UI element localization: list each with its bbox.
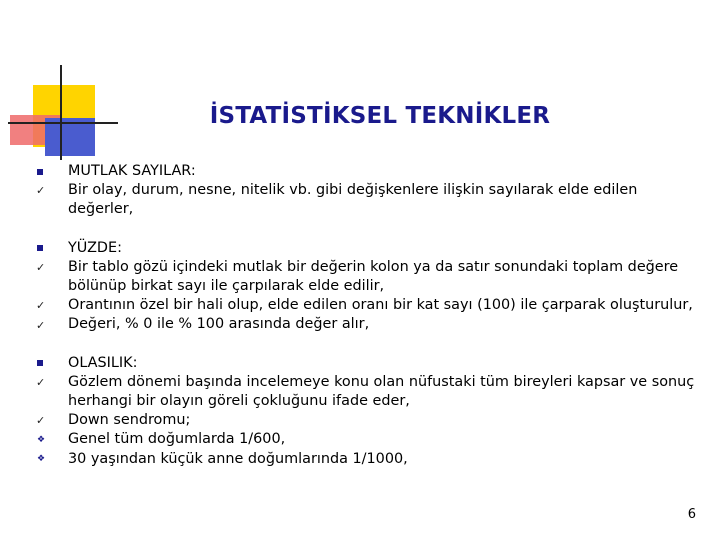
section-heading bbox=[36, 354, 706, 373]
check-bullet-icon: ✓ bbox=[36, 184, 46, 198]
list-item bbox=[36, 258, 706, 296]
list-item bbox=[36, 181, 706, 219]
list-item-text: Orantının özel bir hali olup, elde edilen oranı bir kat sayı (100) ile çarparak oluşturulur, bbox=[68, 297, 693, 314]
list-item bbox=[36, 315, 706, 334]
list-item-text: Bir tablo gözü içindeki mutlak bir değerin kolon ya da satır sonundaki toplam değere bölünüp birkat sayı ile çarpılarak elde edilir, bbox=[68, 258, 679, 295]
list-item-text: Genel tüm doğumlarda 1/600, bbox=[68, 431, 286, 448]
check-bullet-icon: ✓ bbox=[36, 414, 46, 428]
list-item-text: Gözlem dönemi başında incelemeye konu olan nüfustaki tüm bireyleri kapsar ve sonuç herhangi bir olayın göreli çokluğunu ifade eder, bbox=[68, 373, 695, 410]
list-item-text: 30 yaşından küçük anne doğumlarında 1/1000, bbox=[68, 450, 408, 467]
decorative-logo bbox=[0, 0, 120, 160]
section-heading-text: OLASILIK: bbox=[68, 354, 138, 371]
section-heading bbox=[36, 239, 706, 258]
list-item bbox=[36, 296, 706, 315]
logo-vertical-line bbox=[60, 65, 62, 160]
check-bullet-icon: ✓ bbox=[36, 299, 46, 313]
section-heading-text: YÜZDE: bbox=[68, 239, 122, 256]
list-item bbox=[36, 450, 706, 469]
check-bullet-icon: ✓ bbox=[36, 260, 46, 274]
section-heading-text: MUTLAK SAYILAR: bbox=[68, 163, 196, 179]
check-bullet-icon: ✓ bbox=[36, 318, 46, 332]
list-item bbox=[36, 411, 706, 430]
square-bullet-icon bbox=[36, 239, 68, 258]
diamond-bullet-icon: ❖ bbox=[37, 453, 46, 464]
bullet-content bbox=[36, 162, 706, 469]
list-item-text: Bir olay, durum, nesne, nitelik vb. gibi değişkenlere ilişkin sayılarak elde edilen değerler, bbox=[68, 182, 638, 218]
diamond-bullet-icon: ❖ bbox=[37, 434, 46, 445]
list-item-text: Değeri, % 0 ile % 100 arasında değer alır, bbox=[68, 316, 370, 333]
check-bullet-icon: ✓ bbox=[36, 375, 46, 389]
section-heading bbox=[36, 162, 706, 181]
list-item bbox=[36, 373, 706, 411]
page-number: 6 bbox=[687, 507, 696, 522]
logo-horizontal-line bbox=[8, 122, 118, 124]
slide-title: İSTATİSTİKSEL TEKNİKLER bbox=[209, 103, 551, 129]
square-bullet-icon bbox=[36, 354, 68, 373]
list-item bbox=[36, 430, 706, 449]
square-bullet-icon bbox=[36, 162, 68, 181]
list-item-text: Down sendromu; bbox=[68, 412, 191, 429]
